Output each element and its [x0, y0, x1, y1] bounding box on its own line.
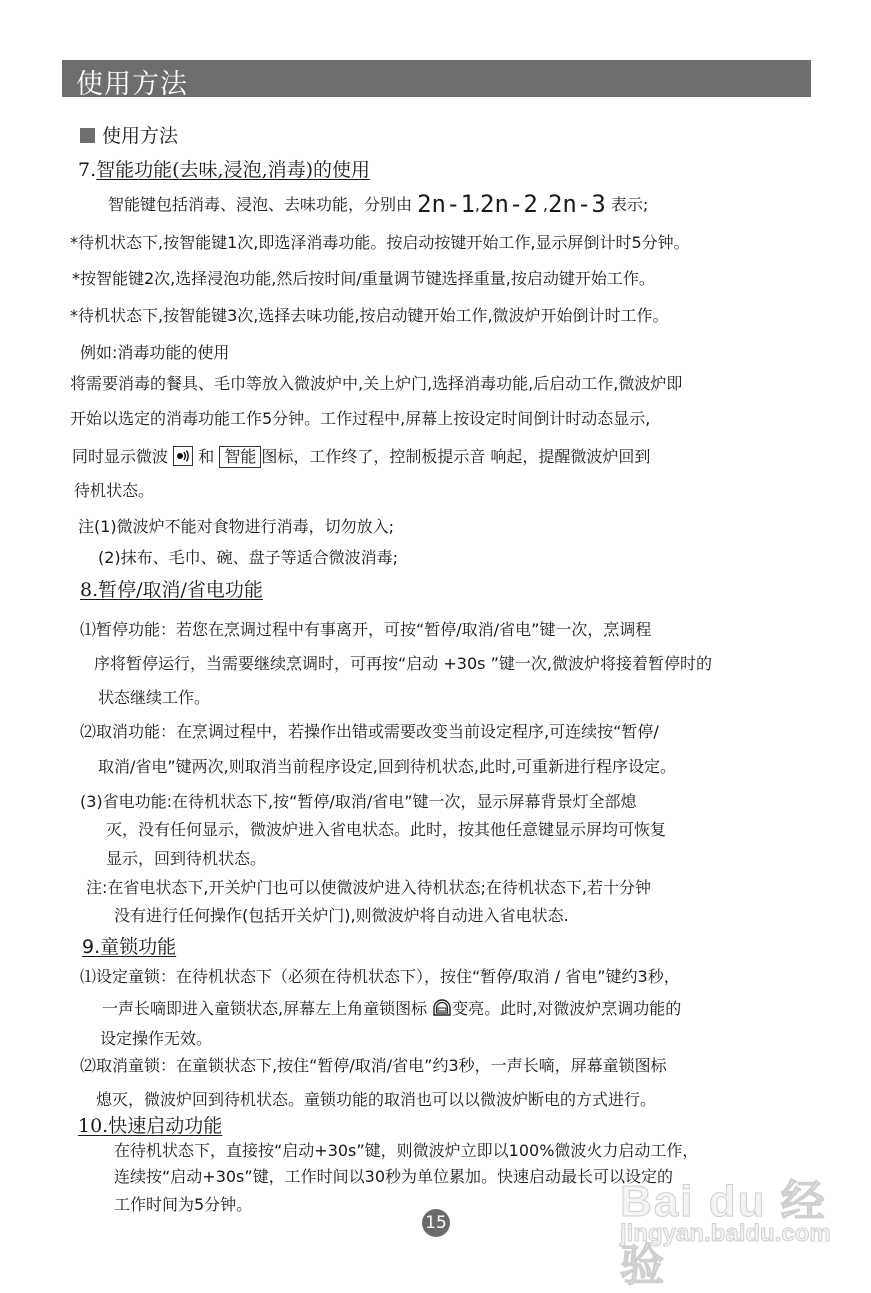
sec7-title-num: 7.	[78, 159, 97, 181]
example-line-2: 开始以选定的消毒功能工作5分钟。工作过程中,屏幕上按设定时间倒计时动态显示,	[70, 409, 651, 428]
example-line-3	[72, 446, 650, 468]
example-line-3a: 同时显示微波	[72, 447, 169, 466]
example-line-3b: 和	[198, 447, 215, 466]
sec7-intro: 智能键包括消毒、浸泡、去味功能，分别由 2n-1,2n-2 ,2n-3 表示;	[108, 190, 649, 218]
sec7-bullet-3: *待机状态下,按智能键3次,选择去味功能,按启动键开始工作,微波炉开始倒计时工作。	[70, 306, 669, 325]
sec7-bullet-2: *按智能键2次,选择浸泡功能,然后按时间/重量调节键选择重量,按启动键开始工作。	[72, 269, 655, 288]
code-2n-2: 2n-2	[480, 190, 538, 218]
sec10-title: 10.快速启动功能	[78, 1115, 223, 1137]
sec8-title: 8.暂停/取消/省电功能	[80, 579, 263, 601]
sec7-note-1: 注(1)微波炉不能对食物进行消毒，切勿放入;	[78, 517, 395, 536]
page-number-badge: 15	[422, 1209, 450, 1237]
sec8-note-line1: 注:在省电状态下,开关炉门也可以使微波炉进入待机状态;在待机状态下,若十分钟	[86, 878, 651, 897]
sec10-line2: 连续按“启动+30s”键，工作时间以30秒为单位累加。快速启动最长可以设定的	[114, 1167, 674, 1186]
sec7-note-2: (2)抹布、毛巾、碗、盘子等适合微波消毒;	[98, 548, 399, 567]
sec8-item2-line1: ⑵取消功能：在烹调过程中，若操作出错或需要改变当前设定程序,可连续按“暂停/	[80, 722, 659, 741]
sec8-item1-line2: 序将暂停运行，当需要继续烹调时，可再按“启动 +30s ”键一次,微波炉将接着暂停时的	[94, 654, 712, 673]
sec8-item3-line1: (3)省电功能:在待机状态下,按“暂停/取消/省电”键一次，显示屏幕背景灯全部熄	[80, 792, 637, 811]
sec9-item1-line2a: 一声长嘀即进入童锁状态,屏幕左上角童锁图标	[102, 999, 428, 1018]
sec9-item1-line3: 设定操作无效。	[100, 1029, 213, 1048]
sec10-line3: 工作时间为5分钟。	[114, 1195, 253, 1214]
sec9-title-num: 9.	[82, 936, 101, 958]
watermark-url: jingyan.baidu.com	[620, 1220, 831, 1247]
sec9-item1-line2	[102, 998, 681, 1023]
sec8-item3-line3: 显示，回到待机状态。	[106, 849, 267, 868]
sec9-title-text: 童锁功能	[100, 936, 177, 958]
sec9-item1-line2b: 变亮。此时,对微波炉烹调功能的	[452, 999, 682, 1018]
sec8-item1-line3: 状态继续工作。	[98, 688, 211, 707]
example-line-4: 待机状态。	[74, 481, 155, 500]
code-2n-3: 2n-3	[547, 190, 606, 218]
header-bar	[62, 60, 811, 100]
sec9-item2-line1: ⑵取消童锁：在童锁状态下,按住“暂停/取消/省电”约3秒，一声长嘀，屏幕童锁图标	[80, 1056, 667, 1075]
sec9-item2-line2: 熄灭，微波炉回到待机状态。童锁功能的取消也可以以微波炉断电的方式进行。	[96, 1090, 657, 1109]
example-line-1: 将需要消毒的餐具、毛巾等放入微波炉中,关上炉门,选择消毒功能,后启动工作,微波炉即	[70, 374, 683, 393]
baidu-watermark	[620, 1165, 840, 1290]
sec7-intro-tail: 表示;	[610, 195, 649, 214]
square-bullet-icon	[80, 128, 95, 143]
sec7-title-text: 智能功能(去味,浸泡,消毒)的使用	[96, 159, 371, 181]
sec7-intro-text: 智能键包括消毒、浸泡、去味功能，分别由	[108, 195, 413, 214]
example-line-3c: 图标，工作终了，控制板提示音 响起，提醒微波炉回到	[261, 447, 651, 466]
sec8-item1-line1: ⑴暂停功能：若您在烹调过程中有事离开，可按“暂停/取消/省电”键一次，烹调程	[80, 620, 652, 639]
watermark-logo: Bai du 经验	[620, 1177, 827, 1290]
sec8-item2-line2: 取消/省电”键两次,则取消当前程序设定,回到待机状态,此时,可重新进行程序设定。	[98, 757, 677, 776]
header-title: 使用方法	[76, 69, 188, 100]
child-lock-icon	[432, 998, 452, 1023]
code-2n-1: 2n-1	[417, 190, 475, 218]
section-heading	[80, 126, 178, 146]
sec8-item3-line2: 灭，没有任何显示，微波炉进入省电状态。此时，按其他任意键显示屏均可恢复	[106, 820, 667, 839]
sec9-title	[82, 937, 176, 957]
sec9-item1-line1: ⑴设定童锁：在待机状态下（必须在待机状态下），按住“暂停/取消 / 省电”键约3秒，	[80, 967, 680, 986]
section-heading-text: 使用方法	[102, 125, 179, 147]
sec7-bullet-1: *待机状态下,按智能键1次,即选泽消毒功能。按启动按键开始工作,显示屏倒计时5分钟。	[70, 233, 690, 252]
sec8-note-line2: 没有进行任何操作(包括开关炉门),则微波炉将自动进入省电状态.	[114, 906, 569, 925]
smart-indicator-box: 智能	[219, 446, 261, 468]
sec7-title	[78, 160, 370, 180]
example-title: 例如:消毒功能的使用	[80, 343, 230, 362]
microwave-icon	[173, 446, 193, 466]
sec10-line1: 在待机状态下，直接按“启动+30s”键，则微波炉立即以100%微波火力启动工作，	[114, 1141, 699, 1160]
